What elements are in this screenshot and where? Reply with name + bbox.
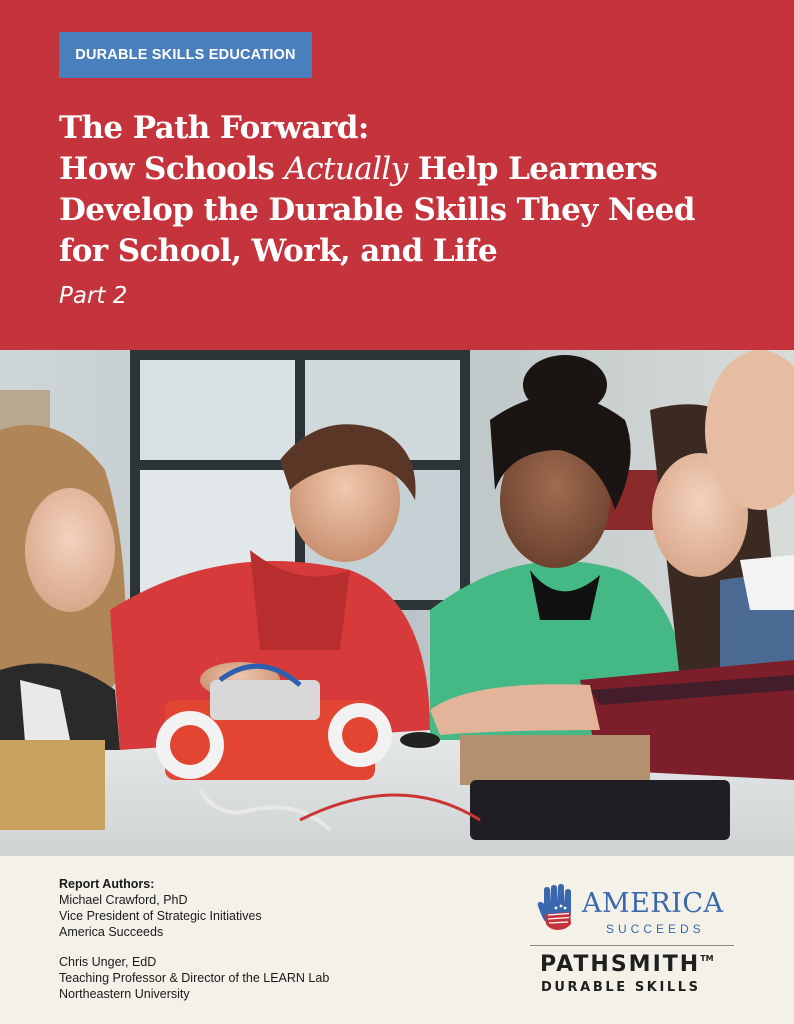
- hand-map-icon: [536, 884, 580, 934]
- logo-divider: [530, 945, 734, 946]
- author-2-name: Chris Unger, EdD: [59, 955, 157, 969]
- title-line-4: for School, Work, and Life: [59, 233, 498, 269]
- title-line-1: The Path Forward:: [59, 110, 369, 146]
- cover-photo: [0, 350, 794, 856]
- author-2-org: Northeastern University: [59, 987, 190, 1001]
- title-line-2-end: Help Learners: [407, 151, 658, 187]
- america-succeeds-logo: [536, 884, 736, 938]
- author-1-org: America Succeeds: [59, 925, 164, 939]
- author-2-role: Teaching Professor & Director of the LEARN Lab: [59, 971, 330, 985]
- authors-heading: Report Authors:: [59, 877, 155, 891]
- title-line-3: Develop the Durable Skills They Need: [59, 192, 695, 228]
- pathsmith-logo: [540, 952, 714, 977]
- part-label: Part 2: [59, 283, 128, 309]
- author-1-name: Michael Crawford, PhD: [59, 893, 188, 907]
- report-title: [59, 108, 779, 272]
- pathsmith-wordmark: PATHSMITH: [540, 952, 701, 977]
- title-line-2: [59, 149, 779, 190]
- succeeds-wordmark: SUCCEEDS: [606, 922, 705, 936]
- category-tag: DURABLE SKILLS EDUCATION: [59, 32, 312, 78]
- title-emphasis: Actually: [284, 151, 408, 187]
- durable-skills-wordmark: DURABLE SKILLS: [541, 980, 701, 995]
- report-authors: [59, 876, 329, 1002]
- students-robotics-photo: [0, 350, 794, 856]
- author-spacer: [59, 940, 329, 954]
- trademark-mark: TM: [700, 954, 714, 963]
- author-1-role: Vice President of Strategic Initiatives: [59, 909, 262, 923]
- title-line-2-start: How Schools: [59, 151, 285, 187]
- cover-footer: [0, 856, 794, 1024]
- america-wordmark: AMERICA: [582, 888, 724, 919]
- cover-header: [0, 0, 794, 350]
